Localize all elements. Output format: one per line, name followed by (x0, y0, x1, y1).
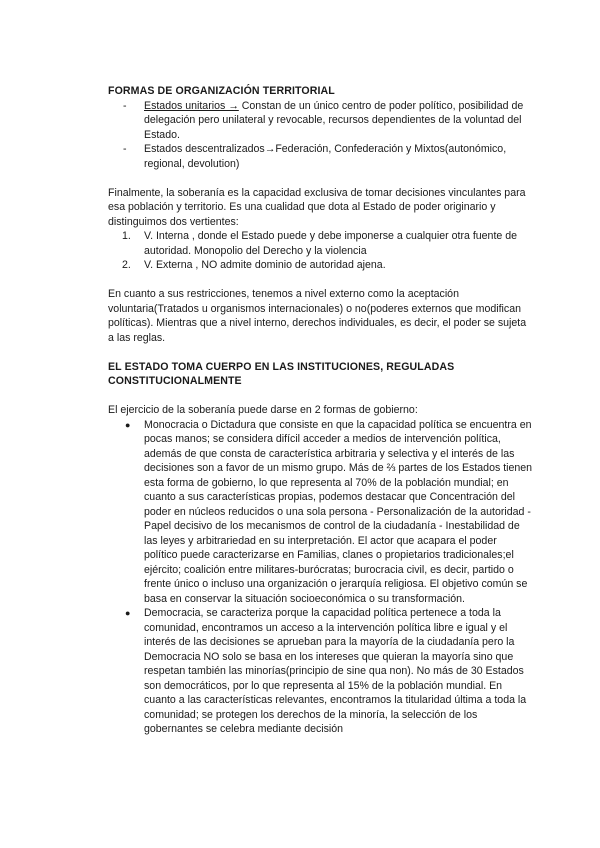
list-item-text: V. Externa , NO admite dominio de autoridad ajena. (144, 259, 386, 271)
section-title-organizacion: FORMAS DE ORGANIZACIÓN TERRITORIAL (108, 85, 335, 97)
spacer (108, 171, 533, 186)
number-marker: 2. (122, 259, 131, 271)
vertientes-list (108, 229, 533, 273)
soberania-paragraph: Finalmente, la soberanía es la capacidad exclusiva de tomar decisiones vinculantes para esa población y territorio. Es una cualidad que dota al Estado de poder originario y distinguimos dos vertientes: (108, 186, 526, 228)
dash-marker: - (123, 99, 127, 112)
list-item-text: Monocracia o Dictadura que consiste en que la capacidad política se encuentra en pocas manos; se considera difícil acceder a medios de intervención política, además de que consta de característica arbitraria y selectiva y el interés de las decisiones son a favor de un mismo grupo. Más de ⅔ partes de los Estados tienen esta forma de gobierno, lo que representa al 70% de la población mundial; en cuanto a sus características propias, podemos destacar que Concentración del poder en núcleos reducidos o una sola persona - Personalización de la autoridad - Papel decisivo de los mecanismos de control de la ciudadanía - Inestabilidad de las leyes y arbitrariedad en su interpretación. El actor que acapara el poder político puede caracterizarse en Familias, clanes o propietarios tradicionales;el ejército; coalición entre militares-burócratas; burocracia civil, es decir, partido o frente único o incluso una organización o jerarquía religiosa. El objetivo común se basa en conservar la situación socioeconómica o su transformación. (144, 418, 533, 605)
list-item (108, 229, 533, 258)
list-item-text: Estados descentralizados→Federación, Confederación y Mixtos(autonómico, regional, devolution) (144, 143, 507, 170)
restricciones-paragraph: En cuanto a sus restricciones, tenemos a nivel externo como la aceptación voluntaria(Tratados u organismos internacionales) o no(poderes externos que modifican políticas). Mientras que a nivel interno, derechos individuales, es decir, el poder se sujeta a las reglas. (108, 288, 527, 344)
list-item (108, 606, 533, 737)
list-item (108, 258, 533, 273)
list-item-text: V. Interna , donde el Estado puede y debe imponerse a cualquier otra fuente de autoridad. Monopolio del Derecho y la violencia (144, 230, 518, 257)
list-item (108, 142, 533, 171)
gobierno-list (108, 418, 533, 737)
list-item-text: Democracia, se caracteriza porque la capacidad política pertenece a toda la comunidad, encontramos un acceso a la intervención política libre e igual y el interés de las decisiones se aprueban para la mayoría de la ciudadanía pero la Democracia NO solo se basa en los intereses que quieran la mayoría sino que respetan también las minorías(principio de sine qua non). No más de 30 Estados son democráticos, por lo que representa al 15% de la población mundial. En cuanto a las características relevantes, encontramos la titularidad última a toda la comunidad; se protegen los derechos de la minoría, la selección de los gobernantes se celebra mediante decisión (144, 607, 527, 735)
spacer (108, 345, 533, 360)
list-item (108, 418, 533, 607)
gobierno-intro-paragraph: El ejercicio de la soberanía puede darse en 2 formas de gobierno: (108, 404, 418, 416)
section-title-instituciones: EL ESTADO TOMA CUERPO EN LAS INSTITUCIONES, REGULADAS CONSTITUCIONALMENTE (108, 360, 455, 387)
document-body (108, 84, 533, 737)
list-item-term: Estados unitarios → (144, 99, 239, 112)
dash-marker: - (123, 143, 127, 155)
list-item-text: Constan de un único centro de poder político, posibilidad de delegación pero unilateral y revocable, recursos dependientes de la voluntad del Estado. (144, 99, 524, 141)
list-item (108, 99, 533, 143)
bullet-icon: ● (125, 419, 131, 430)
spacer (108, 389, 533, 404)
spacer (108, 273, 533, 288)
bullet-icon: ● (125, 608, 131, 618)
organizacion-list (108, 99, 533, 172)
number-marker: 1. (122, 230, 131, 242)
